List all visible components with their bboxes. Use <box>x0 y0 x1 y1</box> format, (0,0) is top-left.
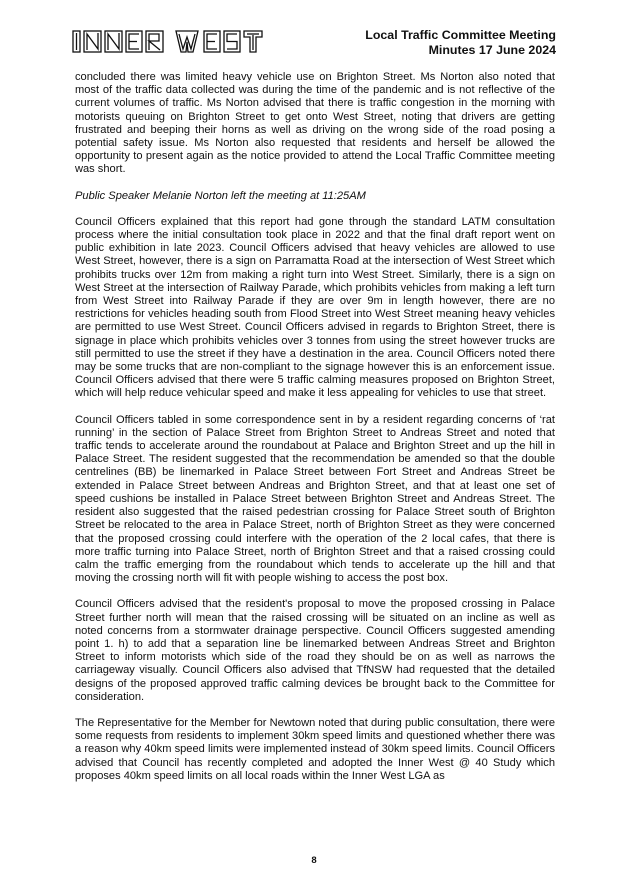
paragraph-norton-concerns: concluded there was limited heavy vehicle use on Brighton Street. Ms Norton also noted that most of the traffic data collected was during the time of the pandemic and is not reflective of the current volumes of traffic. Ms Norton advised that there is traffic congestion in the morning with motorists queuing on Brighton Street to get onto West Street, noting that drivers are getting frustrated and beeping their horns as well as driving on the wrong side of the road posing a potential safety issue. Ms Norton also requested that residents and herself be allowed the opportunity to present again as the notice provided to attend the Local Traffic Committee meeting was short. <box>75 71 555 176</box>
minutes-date: Minutes 17 June 2024 <box>428 43 556 57</box>
page-number: 8 <box>311 855 317 866</box>
paragraph-speaker-left: Public Speaker Melanie Norton left the meeting at 11:25AM <box>75 189 366 202</box>
page-header <box>72 26 556 60</box>
paragraph-council-explanation: Council Officers explained that this report had gone through the standard LATM consultation process where the initial consultation took place in 2022 and that the final draft report went on public exhibition in late 2023. Council Officers advised that heavy vehicles are allowed to use West Street, however, there is a sign on Parramatta Road at the intersection of West Street which prohibits trucks over 12m from making a right turn into West Street. Similarly, there is a sign on West Street at the intersection of Railway Parade, which prohibits vehicles from making a left turn from West Street into Railway Parade if they are over 9m in length however, there are no restrictions for vehicles heading south from Flood Street into West Street meaning heavy vehicles are permitted to use West Street. Council Officers advised in regards to Brighton Street, there is signage in place which prohibits vehicles over 3 tonnes from using the street however trucks are still permitted to use the street if they have a destination in the area. Council Officers noted there may be some trucks that are non-compliant to the signage however this is an enforcement issue. Council Officers advised that there were 5 traffic calming measures proposed on Brighton Street, which will help reduce vehicular speed and make it less appealing for vehicles to use that street. <box>75 215 555 400</box>
minutes-body <box>75 71 555 796</box>
paragraph-resident-correspondence: Council Officers tabled in some correspondence sent in by a resident regarding concerns of ‘rat running’ in the section of Palace Street from Brighton Street to Andreas Street and noted that traffic tends to accelerate around the roundabout at Palace and Brighton Street and up the hill in Palace Street. The resident suggested that the recommendation be amended so that the double centrelines (BB) be linemarked in Palace Street between Fort Street and Andreas Street be extended in Palace Street between Andreas and Brighton Street, and that at least one set of speed cushions be installed in Palace Street between Brighton Street and Andreas Street. The resident also suggested that the raised pedestrian crossing for Palace Street south of Brighton Street be relocated to the area in Palace Street, north of Brighton Street as they were concerned that the proposed crossing could interfere with the operation of the 2 local cafes, that there is more traffic turning into Palace Street, north of Brighton Street and that a raised crossing could calm the traffic emerging from the roundabout which tends to accelerate up the hill and that moving the crossing north will fit with people wishing to access the post box. <box>75 413 555 585</box>
paragraph-speed-limits: The Representative for the Member for Newtown noted that during public consultation, there were some requests from residents to implement 30km speed limits and questioned whether there was a reason why 40km speed limits were implemented instead of 30km speed limits. Council Officers advised that Council has recently completed and adopted the Inner West @ 40 Study which proposes 40km speed limits on all local roads within the Inner West LGA as <box>75 716 555 782</box>
meeting-info <box>365 28 556 58</box>
paragraph-council-advice: Council Officers advised that the resident's proposal to move the proposed crossing in Palace Street further north will mean that the raised crossing will be situated on an incline as well as noted concerns from a stormwater drainage perspective. Council Officers suggested amending point 1. h) to add that a separation line be linemarked between Andreas Street and Brighton Street to inform motorists which side of the road they should be on as well as narrows the carriageway visually. Council Officers also advised that TfNSW had requested that the detailed designs of the proposed approved traffic calming devices be brought back to the Committee for consideration. <box>75 598 555 703</box>
inner-west-logo <box>72 26 284 58</box>
meeting-title: Local Traffic Committee Meeting <box>365 28 556 42</box>
